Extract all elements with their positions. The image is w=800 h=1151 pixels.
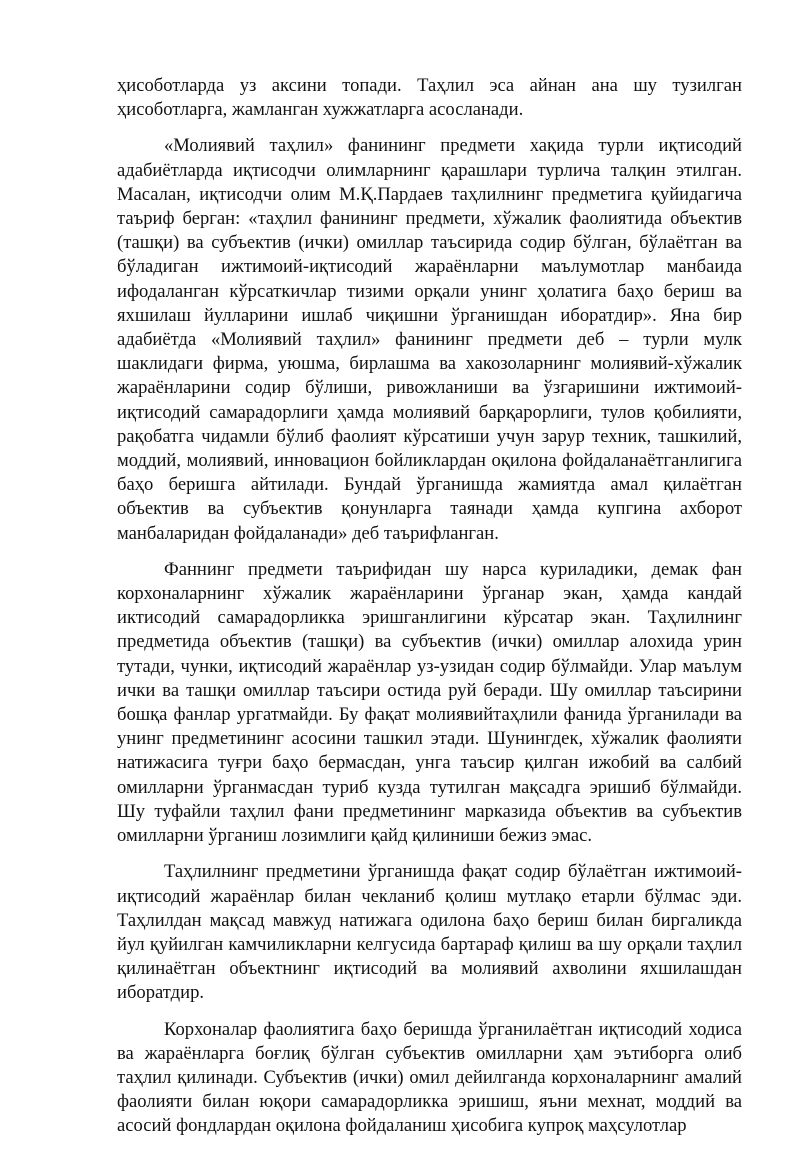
- paragraph-analysis-goal: Таҳлилнинг предметини ўрганишда фақат содир бўлаётган ижтимоий-иқтисодий жараёнлар билан чекланиб қолиш мутлақо етарли бўлмас эди. Таҳлилдан мақсад мавжуд натижага одилона баҳо бериш билан биргаликда йул қуйилган камчиликларни келгусида бартараф қилиш ва шу орқали таҳлил қилинаётган объектнинг иқтисодий ва молиявий ахволини яхшилашдан иборатдир.: [117, 861, 742, 1004]
- paragraph-subject-definition: «Молиявий таҳлил» фанининг предмети хақида турли иқтисодий адабиётларда иқтисодчи олимларнинг қарашлари турлича талқин этилган. Масалан, иқтисодчи олим М.Қ.Пардаев таҳлилнинг предметига қуйидагича таъриф берган: «таҳлил фанининг предмети, хўжалик фаолиятида объектив (ташқи) ва субъектив (ички) омиллар таъсирида содир бўлган, бўлаётган ва бўладиган ижтимоий-иқтисодий жараёнларни маълумотлар манбаида ифодаланган кўрсаткичлар тизими орқали унинг ҳолатига баҳо бериш ва яхшилаш йулларини ишлаб чиқишни ўрганишдан иборатдир». Яна бир адабиётда «Молиявий таҳлил» фанининг предмети деб – турли мулк шаклидаги фирма, уюшма, бирлашма ва хакозоларнинг молиявий-хўжалик жараёнларини содир бўлиши, ривожланиши ва ўзгаришини ижтимоий-иқтисодий самарадорлиги ҳамда молиявий барқарорлиги, тулов қобилияти, рақобатга чидамли бўлиб фаолият кўрсатиши учун зарур техник, ташкилий, моддий, молиявий, инновацион бойликлардан оқилона фойдаланаётганлигига баҳо беришга айтилади. Бундай ўрганишда жамиятда амал қилаётган объектив ва субъектив қонунларга таянади ҳамда купгина ахборот манбаларидан фойдаланади» деб таърифланган.: [117, 135, 742, 544]
- paragraph-subjective-factors: Корхоналар фаолиятига баҳо беришда ўрганилаётган иқтисодий ходиса ва жараёнларга боғлиқ бўлган субъектив омилларни ҳам эътиборга олиб таҳлил қилинади. Субъектив (ички) омил дейилганда корхоналарнинг амалий фаолияти билан юқори самарадорликка эришиш, яъни мехнат, моддий ва асосий фондлардан оқилона фойдаланиш ҳисобига купроқ маҳсулотлар: [117, 1018, 742, 1137]
- paragraph-continuation: ҳисоботларда уз аксини топади. Таҳлил эса айнан ана шу тузилган ҳисоботларга, жамланган хужжатларга асосланади.: [117, 75, 742, 121]
- document-body: [117, 74, 742, 1151]
- paragraph-subject-conclusion: Фаннинг предмети таърифидан шу нарса куриладики, демак фан корхоналарнинг хўжалик жараёнларини ўрганар экан, ҳамда кандай иктисодий самарадорликка эришганлигини кўрсатар экан. Таҳлилнинг предметида объектив (ташқи) ва субъектив (ички) омиллар алохида урин тутади, чунки, иқтисодий жараёнлар уз-узидан содир бўлмайди. Улар маълум ички ва ташқи омиллар таъсири остида руй беради. Шу омиллар таъсирини бошқа фанлар ургатмайди. Бу фақат молиявийтаҳлили фанида ўрганилади ва унинг предметининг асосини ташкил этади. Шунингдек, хўжалик фаолияти натижасига туғри баҳо бермасдан, унга таъсир қилган ижобий ва салбий омилларни ўрганмасдан туриб кузда тутилган мақсадга эришиб бўлмайди. Шу туфайли таҳлил фани предметининг марказида объектив ва субъектив омилларни ўрганиш лозимлиги қайд қилиниши бежиз эмас.: [117, 558, 742, 847]
